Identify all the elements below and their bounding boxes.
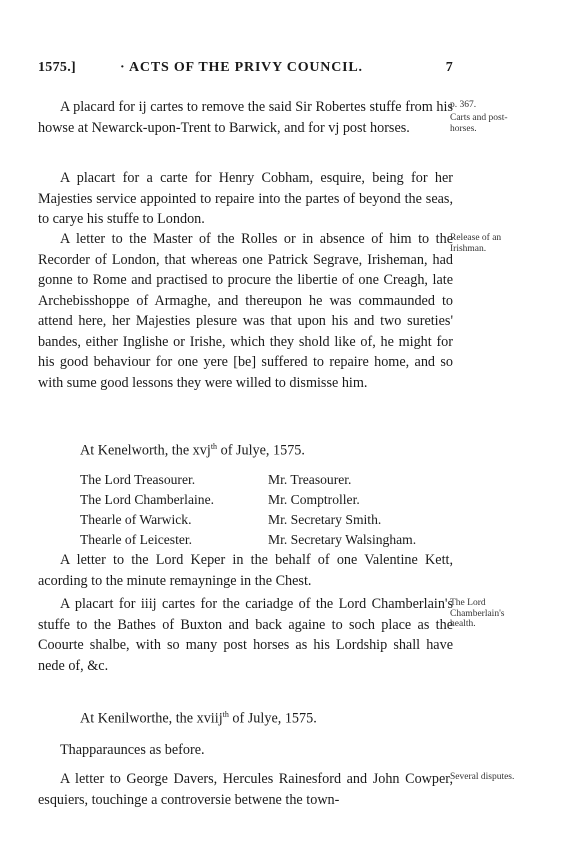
entry-kett	[38, 550, 453, 591]
entry-carts	[38, 97, 453, 138]
entry-davers	[38, 769, 453, 810]
entry-text: A placard for ij cartes to remove the said Sir Robertes stuffe from his howse at Newarck-upon-Trent to Barwick, and for vj post horses.	[38, 99, 453, 136]
margin-note-carts: Carts and post-horses.	[450, 113, 508, 134]
entry-text: A placart for iiij cartes for the cariadge of the Lord Chamberlain's stuffe to the Bathes of Buxton and back againe to soch place as the Coourte shalbe, with so many post horses as his Lordship shall have nede of, &c.	[38, 596, 453, 674]
entry-text: A letter to George Davers, Hercules Rainesford and John Cowper, esquiers, touchinge a controversie betwene the town-	[38, 771, 453, 808]
attendee: The Lord Treasourer.	[80, 472, 196, 487]
margin-note-disputes: Several disputes.	[450, 772, 515, 782]
entry-cobham	[38, 168, 453, 230]
margin-note-health: The Lord Chamberlain's health.	[450, 598, 505, 629]
attendee: Thearle of Leicester.	[80, 532, 193, 547]
entry-text: A letter to the Master of the Rolles or in absence of him to the Recorder of London, that whereas one Patrick Segrave, Irisheman, had gonne to Rome and practised to procure the libertie of one Creagh, late Archebisshoppe of Armaghe, and thereupon he was commaunded to attend here, her Majesties plesure was that upon his and two sureties' bandes, either Inglishe or Irishe, which they shold like of, he might for his good behaviour for one yere [be] suffered to repaire home, and so with sume good lessons they were willed to dismisse him.	[38, 231, 453, 391]
attendee: Thearle of Warwick.	[80, 512, 192, 527]
meeting-heading: At Kenelworth, the xvj$^{th}$ of Julye, 1575.	[80, 442, 305, 459]
page-number: 7	[445, 60, 453, 75]
entry-irishman	[38, 229, 453, 393]
header-title: · ACTS OF THE PRIVY COUNCIL.	[120, 60, 363, 75]
margin-ref: p. 367.	[450, 100, 477, 110]
attendee: Mr. Comptroller.	[268, 492, 360, 507]
margin-note-irishman: Release of an Irishman.	[450, 233, 502, 254]
attendee: Mr. Treasourer.	[268, 472, 352, 487]
meeting-heading: At Kenilworthe, the xviij$^{th}$ of Julye, 1575.	[80, 710, 317, 727]
attendees-left	[80, 470, 214, 550]
header-year: 1575.]	[38, 60, 76, 75]
entry-text: A placart for a carte for Henry Cobham, esquire, being for her Majesties service appointed to repaire into the partes of beyond the seas, to carye his stuffe to London.	[38, 170, 453, 227]
attendee: Mr. Secretary Smith.	[268, 512, 382, 527]
entry-buxton	[38, 594, 453, 676]
attendee: The Lord Chamberlaine.	[80, 492, 214, 507]
attendance-note: Thapparaunces as before.	[60, 742, 205, 758]
attendees-right	[268, 470, 416, 550]
attendee: Mr. Secretary Walsingham.	[268, 532, 417, 547]
entry-text: A letter to the Lord Keper in the behalf of one Valentine Kett, acording to the minute remayninge in the Chest.	[38, 552, 453, 589]
